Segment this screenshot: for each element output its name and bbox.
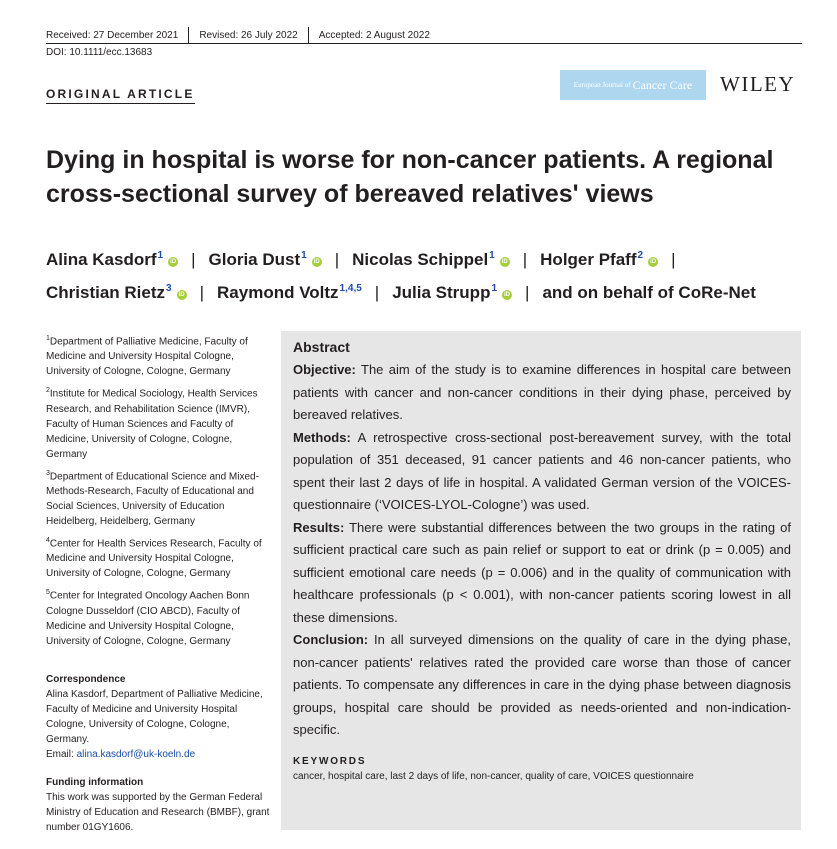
affiliation-text: Department of Educational Science and Mixed-Methods-Research, Faculty of Educational and Social Sciences, University of Education Heidelberg, Heidelberg, Germany — [46, 470, 259, 527]
affiliation — [46, 331, 266, 379]
article-type: ORIGINAL ARTICLE — [46, 87, 195, 104]
abstract-box — [281, 331, 801, 830]
funding-heading: Funding information — [46, 777, 144, 788]
funding-info — [46, 775, 271, 835]
author-group: and on behalf of CoRe-Net — [542, 283, 756, 302]
author-separator: | — [525, 283, 530, 302]
author-name: Nicolas Schippel — [352, 250, 489, 269]
author-separator: | — [199, 283, 205, 302]
author[interactable] — [540, 250, 658, 269]
abstract-heading: Abstract — [293, 339, 350, 355]
conclusion-label: Conclusion: — [293, 632, 369, 647]
author-separator: | — [374, 283, 380, 302]
keywords-list: cancer, hospital care, last 2 days of life, non-cancer, quality of care, VOICES questionnaire — [293, 770, 694, 782]
affiliation-number: 5 — [46, 589, 50, 597]
author-name: Alina Kasdorf — [46, 250, 157, 269]
correspondence-email-row — [46, 747, 271, 762]
email-label: Email: — [46, 749, 74, 760]
methods-text: A retrospective cross-sectional post-bereavement survey, with the total population of 351 deceased, 91 cancer patients and 46 non-cancer patients, who spent their last 2 days of life in hospital. A validated German version of the VOICES-questionnaire (‘VOICES-LYOL-Cologne’) was used. — [293, 429, 791, 512]
article-title: Dying in hospital is worse for non-cancer patients. A regional cross-sectional survey of bereaved relatives' views — [46, 146, 774, 208]
article-dates — [46, 27, 430, 43]
journal-logo-prefix: European Journal of — [573, 81, 631, 89]
affiliation-number: 4 — [46, 536, 50, 544]
author-list — [46, 241, 816, 307]
author-separator: | — [522, 250, 528, 269]
received-date: Received: 27 December 2021 — [46, 29, 179, 41]
email-link[interactable]: alina.kasdorf@uk-koeln.de — [76, 749, 196, 760]
author[interactable] — [392, 283, 512, 302]
author-affiliation-ref[interactable]: 2 — [637, 250, 644, 261]
doi: DOI: 10.1111/ecc.13683 — [46, 47, 153, 58]
affiliation — [46, 585, 266, 648]
author-name: Julia Strupp — [392, 283, 491, 302]
affiliation-text: Institute for Medical Sociology, Health Services Research, and Rehabilitation Science (IMVR), Faculty of Human Sciences and Faculty of Medicine, University of Cologne, Cologne, Germany — [46, 388, 258, 460]
divider — [308, 27, 309, 43]
author[interactable] — [209, 250, 322, 269]
objective-label: Objective: — [293, 362, 356, 377]
author-affiliation-ref[interactable]: 1 — [157, 250, 164, 261]
revised-date: Revised: 26 July 2022 — [199, 29, 298, 41]
author-affiliation-ref[interactable]: 1 — [301, 250, 307, 261]
author[interactable] — [217, 283, 362, 302]
abstract-objective — [293, 359, 791, 427]
accepted-date: Accepted: 2 August 2022 — [318, 29, 430, 41]
results-label: Results: — [293, 519, 345, 535]
keywords-heading: KEYWORDS — [293, 755, 367, 767]
author[interactable] — [352, 250, 510, 269]
author-affiliation-ref[interactable]: 1,4,5 — [339, 283, 362, 294]
abstract-results — [293, 517, 791, 630]
author-name: Holger Pfaff — [540, 250, 637, 269]
affiliation-text: Center for Integrated Oncology Aachen Bonn Cologne Dusseldorf (CIO ABCD), Faculty of Medicine and University Hospital Cologne, University of Cologne, Cologne, Germany — [46, 590, 250, 647]
orcid-icon[interactable]: iD — [650, 259, 657, 265]
orcid-icon[interactable]: iD — [504, 292, 511, 298]
affiliation — [46, 466, 266, 529]
correspondence — [46, 672, 271, 762]
author[interactable] — [46, 283, 187, 302]
affiliations — [46, 331, 266, 653]
author-name: Raymond Voltz — [217, 283, 339, 302]
orcid-icon[interactable]: iD — [170, 259, 177, 265]
author-affiliation-ref[interactable]: 3 — [166, 283, 172, 294]
affiliation-number: 3 — [46, 469, 50, 477]
author-name: Christian Rietz — [46, 283, 166, 302]
results-text: There were substantial differences between the two groups in the rating of sufficient practical care such as pain relief or support to eat or drink (p = 0.005) and sufficient emotional care needs (p = 0.006) and in the quality of communication with healthcare professionals (p < 0.001), with non-cancer patients scoring lowest in all these dimensions. — [293, 519, 791, 625]
affiliation — [46, 383, 266, 461]
objective-text: The aim of the study is to examine differences in hospital care between patients with cancer and non-cancer conditions in their dying phase, perceived by bereaved relatives. — [293, 362, 791, 422]
correspondence-body: Alina Kasdorf, Department of Palliative Medicine, Faculty of Medicine and University Hospital Cologne, University of Cologne, Cologne, Germany. — [46, 689, 263, 745]
author-separator: | — [671, 250, 676, 269]
affiliation-text: Department of Palliative Medicine, Faculty of Medicine and University Hospital Cologne, University of Cologne, Cologne, Germany — [46, 336, 248, 378]
publisher-logo: WILEY — [720, 72, 796, 96]
author-name: Gloria Dust — [208, 250, 301, 269]
orcid-icon[interactable]: iD — [313, 259, 320, 265]
author-separator: | — [334, 250, 340, 269]
journal-logo-name: Cancer Care — [632, 77, 693, 92]
conclusion-text: In all surveyed dimensions on the quality of care in the dying phase, non-cancer patients' relatives rated the provided care worse than those of cancer patients. To compensate any differences in care in the dying phase between diagnosis groups, hospital care should be provided as needs-oriented and non-indication-specific. — [293, 632, 791, 737]
divider — [188, 27, 189, 43]
author-affiliation-ref[interactable]: 1 — [491, 283, 498, 294]
affiliation — [46, 533, 266, 581]
affiliation-text: Center for Health Services Research, Faculty of Medicine and University Hospital Cologne, University of Cologne, Cologne, Germany — [46, 538, 262, 580]
author-separator: | — [191, 250, 196, 269]
header-rule — [46, 43, 802, 44]
orcid-icon[interactable]: iD — [501, 259, 508, 265]
funding-body: This work was supported by the German Federal Ministry of Education and Research (BMBF), grant number 01GY1606. — [46, 792, 270, 833]
author[interactable] — [46, 250, 178, 269]
affiliation-number: 2 — [46, 387, 50, 395]
methods-label: Methods: — [293, 429, 351, 445]
correspondence-heading: Correspondence — [46, 674, 126, 685]
orcid-icon[interactable]: iD — [178, 292, 185, 298]
affiliation-number: 1 — [46, 335, 50, 342]
journal-logo — [560, 70, 706, 100]
abstract-conclusion — [293, 629, 791, 742]
abstract-methods — [293, 427, 791, 517]
author-affiliation-ref[interactable]: 1 — [489, 250, 495, 261]
